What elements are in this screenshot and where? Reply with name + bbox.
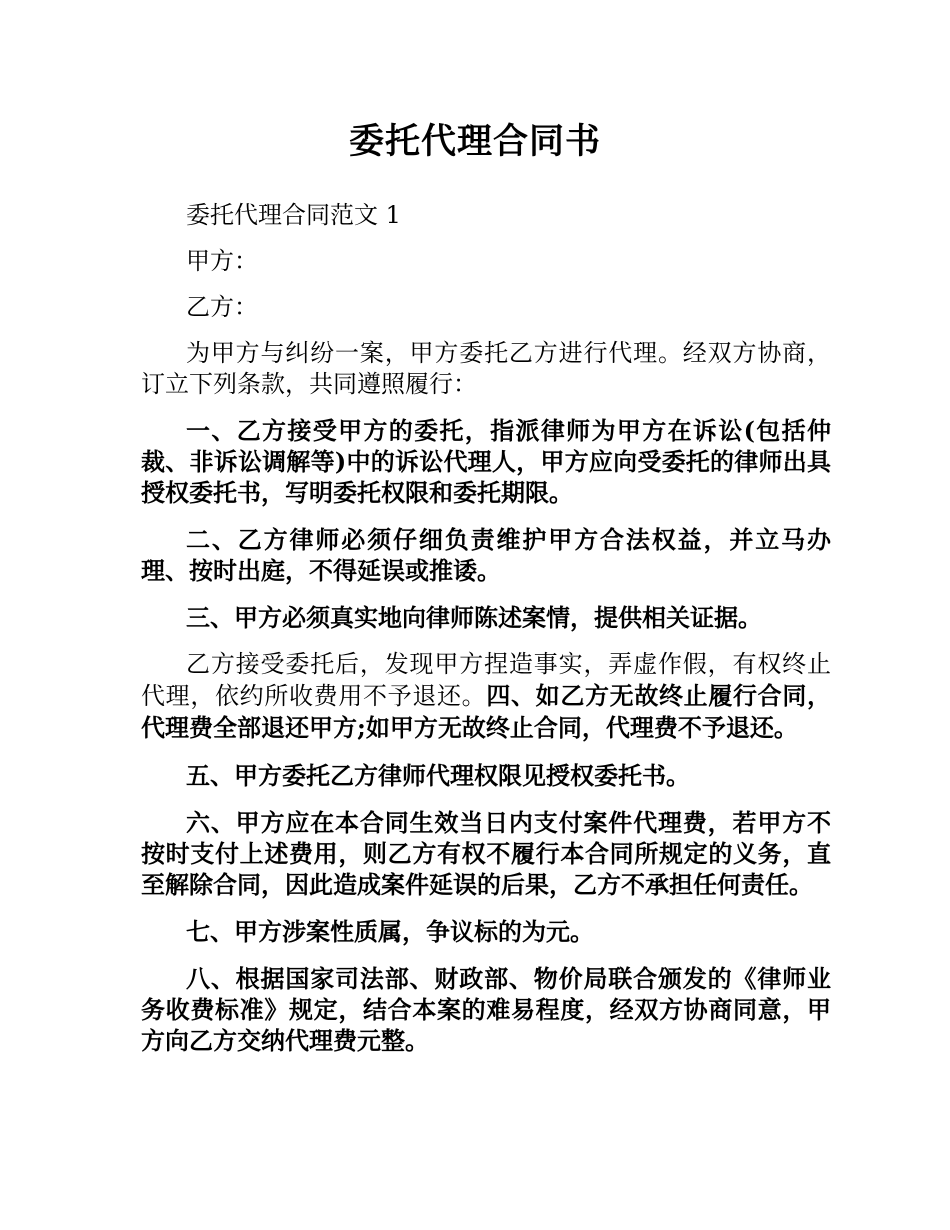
party-b-line: 乙方： — [186, 293, 258, 321]
intro-paragraph: 为甲方与纠纷一案，甲方委托乙方进行代理。经双方协商，订立下列条款，共同遵照履行： — [141, 339, 831, 398]
clause-6: 六、甲方应在本合同生效当日内支付案件代理费，若甲方不按时支付上述费用，则乙方有权不履行本合同所规定的义务，直至解除合同，因此造成案件延误的后果，乙方不承担任何责任。 — [141, 808, 831, 899]
party-a-line: 甲方： — [186, 247, 258, 275]
subtitle-paragraph: 委托代理合同范文 1 — [186, 201, 401, 229]
clause-3-4-paragraph — [141, 649, 831, 744]
clause-7: 七、甲方涉案性质属，争议标的为元。 — [186, 917, 594, 946]
clause-5: 五、甲方委托乙方律师代理权限见授权委托书。 — [186, 761, 690, 790]
clause-8: 八、根据国家司法部、财政部、物价局联合颁发的《律师业务收费标准》规定，结合本案的难易程度，经双方协商同意，甲方向乙方交纳代理费元整。 — [141, 964, 831, 1055]
clause-3-note: 乙方接受委托后，发现甲方捏造事实，弄虚作假，有权终止代理，依约所收费用不予退还。 — [141, 650, 831, 710]
clause-1: 一、乙方接受甲方的委托，指派律师为甲方在诉讼(包括仲裁、非诉讼调解等)中的诉讼代理人，甲方应向受委托的律师出具授权委托书，写明委托权限和委托期限。 — [141, 416, 831, 507]
clause-3: 三、甲方必须真实地向律师陈述案情，提供相关证据。 — [186, 603, 762, 632]
document-title: 委托代理合同书 — [348, 121, 601, 162]
clause-4: 四、如乙方无故终止履行合同，代理费全部退还甲方;如甲方无故终止合同，代理费不予退还。 — [141, 681, 832, 742]
document-body — [141, 200, 831, 1072]
clause-2: 二、乙方律师必须仔细负责维护甲方合法权益，并立马办理、按时出庭，不得延误或推诿。 — [141, 525, 831, 585]
